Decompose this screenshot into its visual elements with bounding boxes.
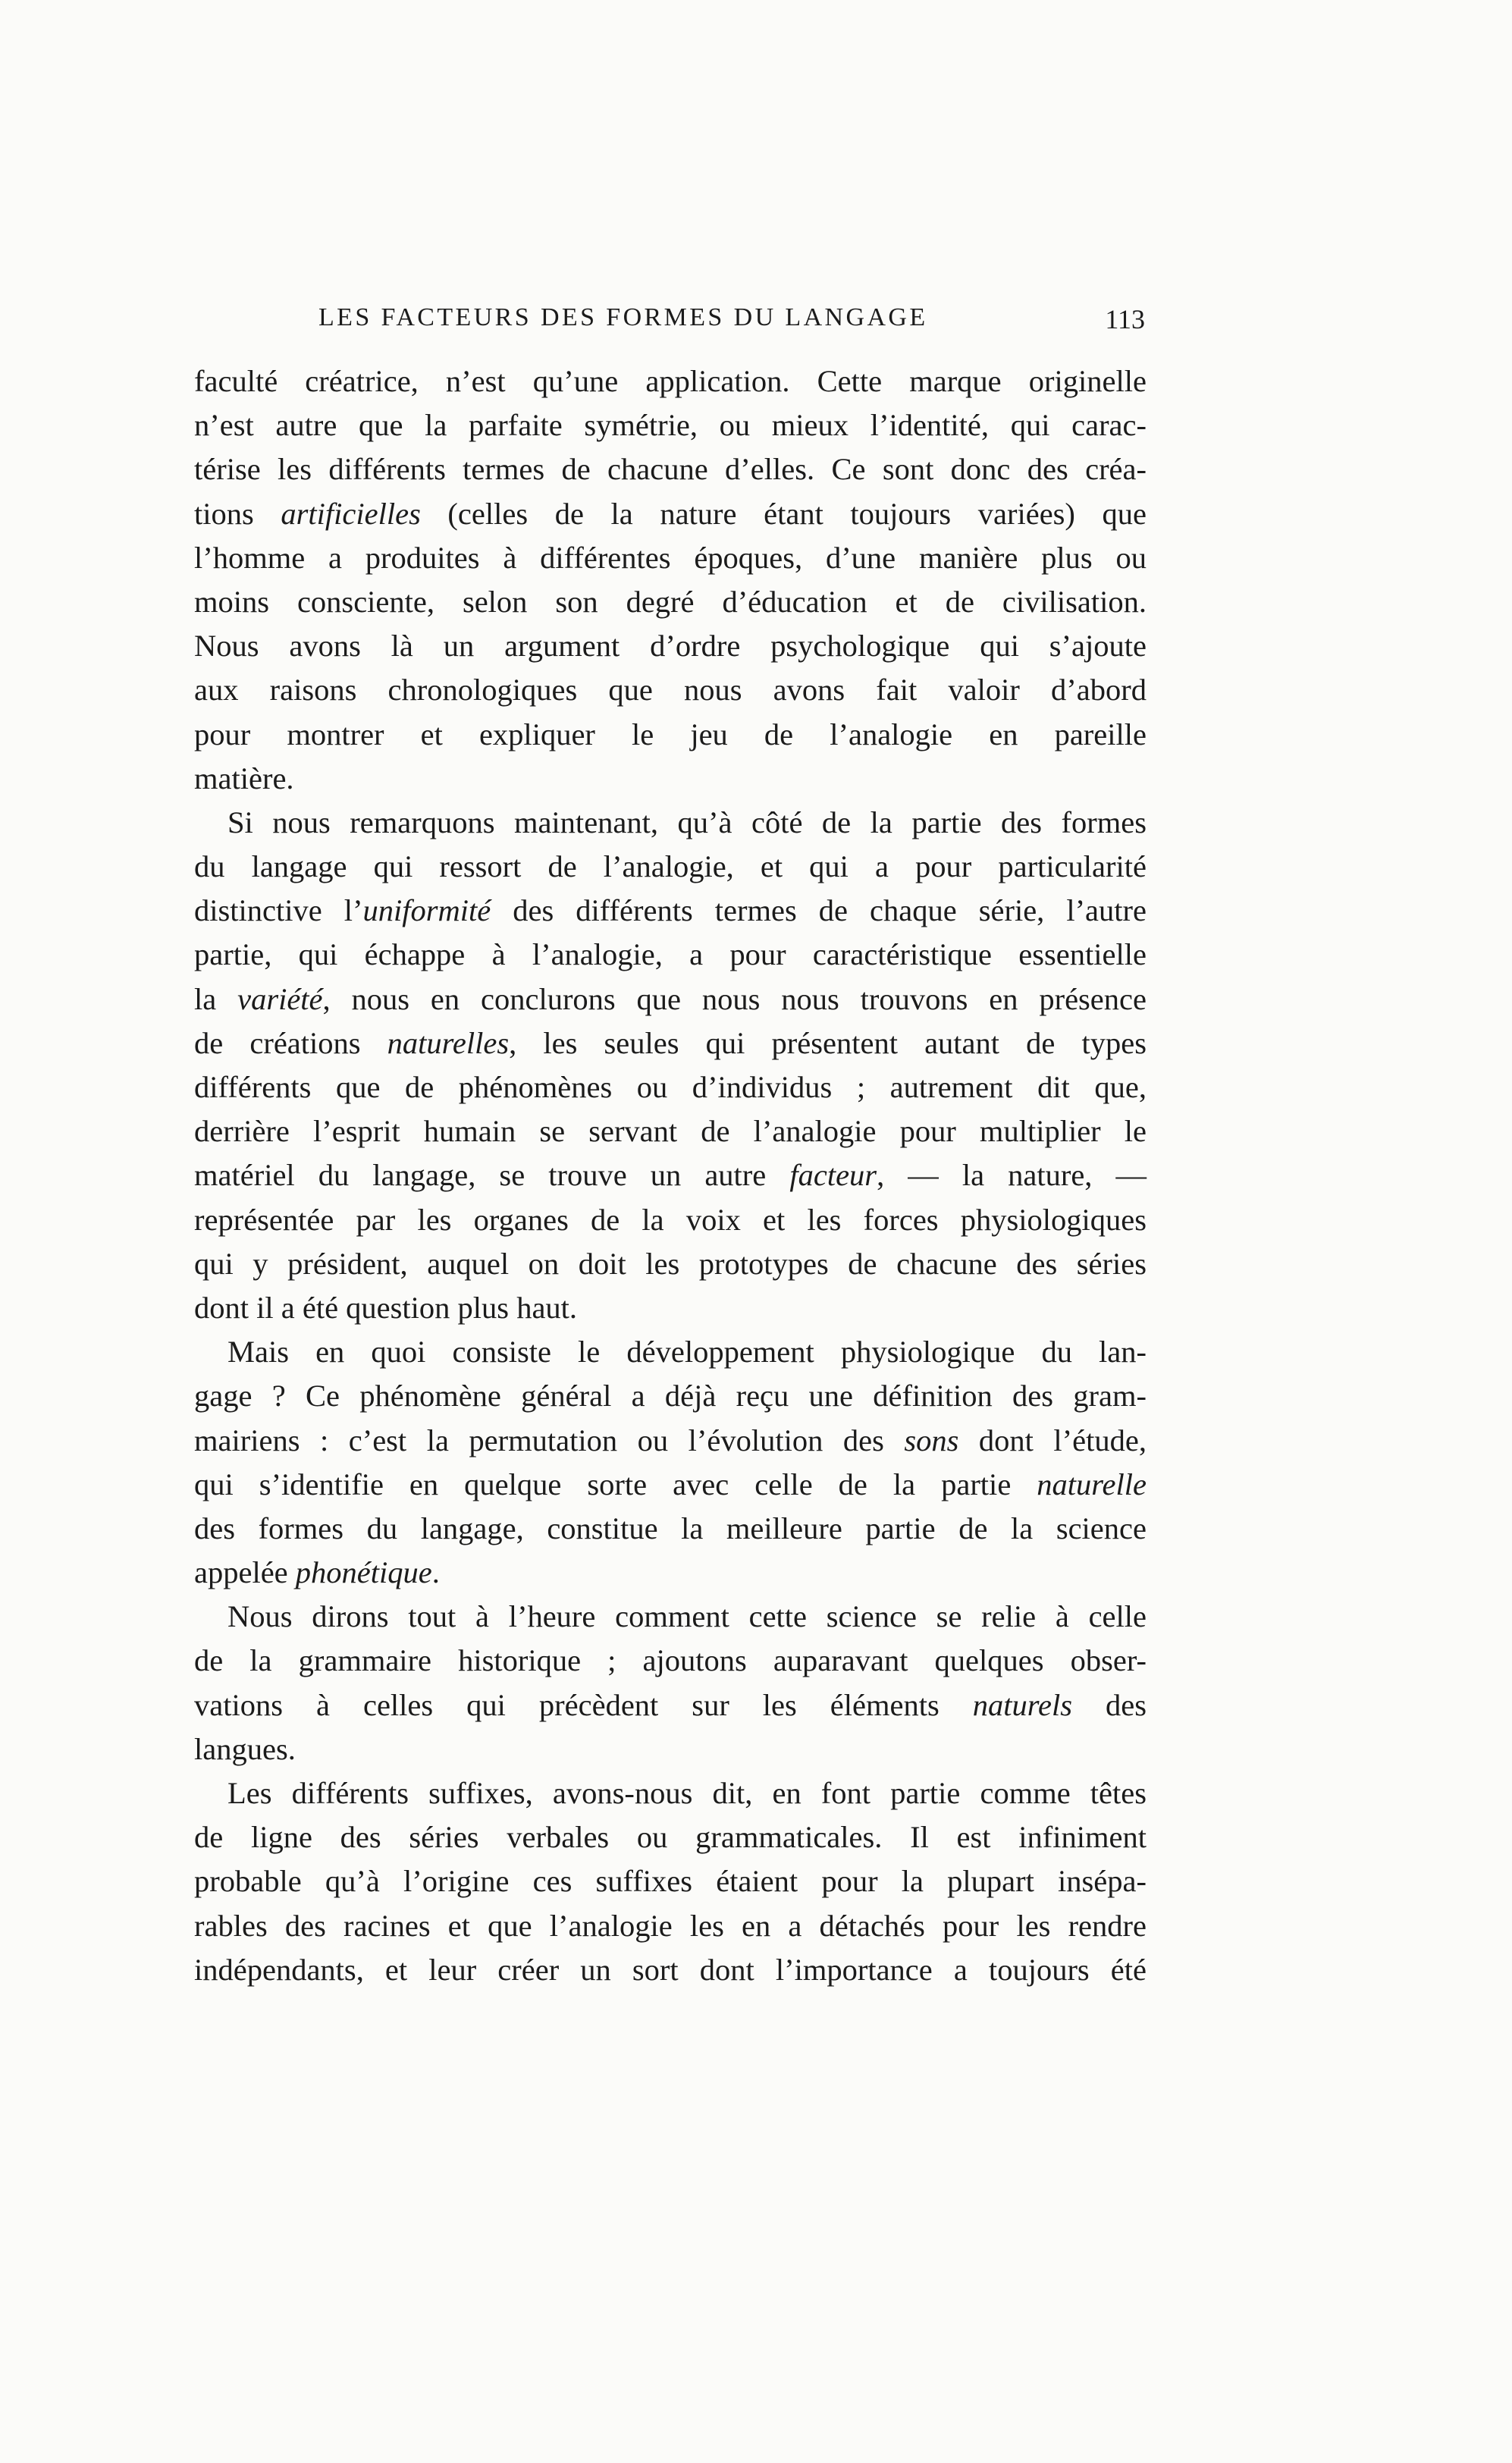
- text-segment: térise les différents termes de chacune d’elles. Ce sont donc des créa-: [194, 452, 1147, 487]
- text-segment: Nous avons là un argument d’ordre psychologique qui s’ajoute: [194, 629, 1147, 664]
- text-segment: qui s’identifie en quelque sorte avec celle de la partie: [194, 1467, 1037, 1501]
- text-line: [194, 1727, 1147, 1771]
- text-segment: partie, qui échappe à l’analogie, a pour caractéristique essentielle: [194, 937, 1147, 972]
- text-line: [194, 359, 1147, 403]
- text-line: [194, 1948, 1147, 1992]
- text-line: [194, 1330, 1147, 1374]
- text-segment: , nous en conclurons que nous nous trouvons en présence: [322, 981, 1147, 1016]
- text-line: [194, 845, 1147, 889]
- text-line: [194, 1507, 1147, 1551]
- text-segment: la: [194, 981, 238, 1016]
- text-segment: Nous dirons tout à l’heure comment cette science se relie à celle: [227, 1599, 1147, 1634]
- italic-text: naturelle: [1037, 1467, 1147, 1501]
- text-line: [194, 536, 1147, 580]
- text-segment: dont l’étude,: [958, 1423, 1147, 1457]
- text-segment: appelée: [194, 1555, 296, 1590]
- text-segment: derrière l’esprit humain se servant de l’analogie pour multiplier le: [194, 1114, 1147, 1149]
- text-line: [194, 1374, 1147, 1418]
- text-segment: matière.: [194, 761, 294, 795]
- text-segment: représentée par les organes de la voix et les forces physiologiques: [194, 1202, 1147, 1237]
- text-segment: aux raisons chronologiques que nous avons fait valoir d’abord: [194, 673, 1147, 708]
- text-line: [194, 1242, 1147, 1286]
- text-segment: de la grammaire historique ; ajoutons auparavant quelques obser-: [194, 1643, 1147, 1678]
- text-line: [194, 492, 1147, 536]
- text-line: [194, 1639, 1147, 1683]
- text-segment: matériel du langage, se trouve un autre: [194, 1158, 790, 1193]
- text-line: [194, 1286, 1147, 1330]
- text-line: [194, 1904, 1147, 1948]
- text-line: [194, 1065, 1147, 1109]
- text-line: [194, 447, 1147, 491]
- text-line: [194, 624, 1147, 668]
- text-line: [194, 977, 1147, 1021]
- text-segment: gage ? Ce phénomène général a déjà reçu une définition des gram-: [194, 1379, 1147, 1413]
- text-line: [194, 1021, 1147, 1065]
- text-segment: qui y président, auquel on doit les prototypes de chacune des séries: [194, 1246, 1147, 1281]
- text-segment: , — la nature, —: [877, 1158, 1147, 1193]
- body-text: [194, 359, 1147, 1992]
- text-line: [194, 801, 1147, 845]
- text-segment: (celles de la nature étant toujours variées) que: [420, 496, 1147, 531]
- text-segment: pour montrer et expliquer le jeu de l’analogie en pareille: [194, 717, 1147, 751]
- text-segment: faculté créatrice, n’est qu’une application. Cette marque originelle: [194, 364, 1147, 398]
- page-header: [196, 303, 1145, 349]
- text-segment: indépendants, et leur créer un sort dont l’importance a toujours été: [194, 1952, 1147, 1987]
- text-segment: du langage qui ressort de l’analogie, et qui a pour particularité: [194, 849, 1147, 884]
- text-line: [194, 1463, 1147, 1507]
- italic-text: phonétique: [295, 1555, 432, 1590]
- text-segment: de créations: [194, 1025, 387, 1060]
- italic-text: uniformité: [362, 893, 491, 928]
- text-line: [194, 933, 1147, 977]
- text-line: [194, 1859, 1147, 1903]
- text-segment: différents que de phénomènes ou d’individus ; autrement dit que,: [194, 1070, 1147, 1104]
- text-line: [194, 1153, 1147, 1197]
- text-segment: Mais en quoi consiste le développement physiologique du lan-: [227, 1335, 1147, 1370]
- running-head: LES FACTEURS DES FORMES DU LANGAGE: [318, 303, 928, 331]
- text-segment: Si nous remarquons maintenant, qu’à côté de la partie des formes: [227, 805, 1147, 839]
- italic-text: variété: [237, 981, 323, 1016]
- text-segment: n’est autre que la parfaite symétrie, ou mieux l’identité, qui carac-: [194, 408, 1147, 443]
- text-segment: des formes du langage, constitue la meilleure partie de la science: [194, 1511, 1147, 1545]
- text-segment: dont il a été question plus haut.: [194, 1290, 578, 1325]
- text-segment: langues.: [194, 1731, 296, 1766]
- text-line: [194, 403, 1147, 447]
- text-segment: moins consciente, selon son degré d’éducation et de civilisation.: [194, 584, 1147, 619]
- text-line: [194, 580, 1147, 624]
- text-segment: mairiens : c’est la permutation ou l’évolution des: [194, 1423, 905, 1457]
- text-segment: vations à celles qui précèdent sur les éléments: [194, 1687, 973, 1722]
- text-segment: de ligne des séries verbales ou grammaticales. Il est infiniment: [194, 1820, 1147, 1855]
- text-segment: distinctive l’: [194, 893, 363, 928]
- text-line: [194, 1419, 1147, 1463]
- text-segment: des différents termes de chaque série, l’autre: [491, 893, 1147, 928]
- italic-text: sons: [904, 1423, 959, 1457]
- text-line: [194, 1198, 1147, 1242]
- text-segment: Les différents suffixes, avons-nous dit, en font partie comme têtes: [227, 1776, 1147, 1810]
- italic-text: artificielles: [281, 496, 421, 531]
- text-segment: .: [431, 1555, 440, 1590]
- text-line: [194, 668, 1147, 712]
- text-segment: rables des racines et que l’analogie les en a détachés pour les rendre: [194, 1908, 1147, 1943]
- text-segment: l’homme a produites à différentes époques, d’une manière plus ou: [194, 540, 1147, 575]
- text-segment: des: [1072, 1687, 1147, 1722]
- italic-text: naturelles: [387, 1025, 510, 1060]
- page-number: 113: [1105, 304, 1145, 334]
- text-line: [194, 1109, 1147, 1153]
- text-line: [194, 889, 1147, 933]
- text-line: [194, 1815, 1147, 1859]
- text-line: [194, 1771, 1147, 1815]
- text-segment: probable qu’à l’origine ces suffixes étaient pour la plupart insépa-: [194, 1864, 1147, 1899]
- italic-text: naturels: [972, 1687, 1072, 1722]
- text-line: [194, 713, 1147, 757]
- text-line: [194, 1683, 1147, 1727]
- italic-text: facteur: [789, 1158, 877, 1193]
- text-line: [194, 1595, 1147, 1639]
- text-segment: , les seules qui présentent autant de types: [509, 1025, 1147, 1060]
- text-line: [194, 757, 1147, 801]
- text-segment: tions: [194, 496, 281, 531]
- text-line: [194, 1551, 1147, 1595]
